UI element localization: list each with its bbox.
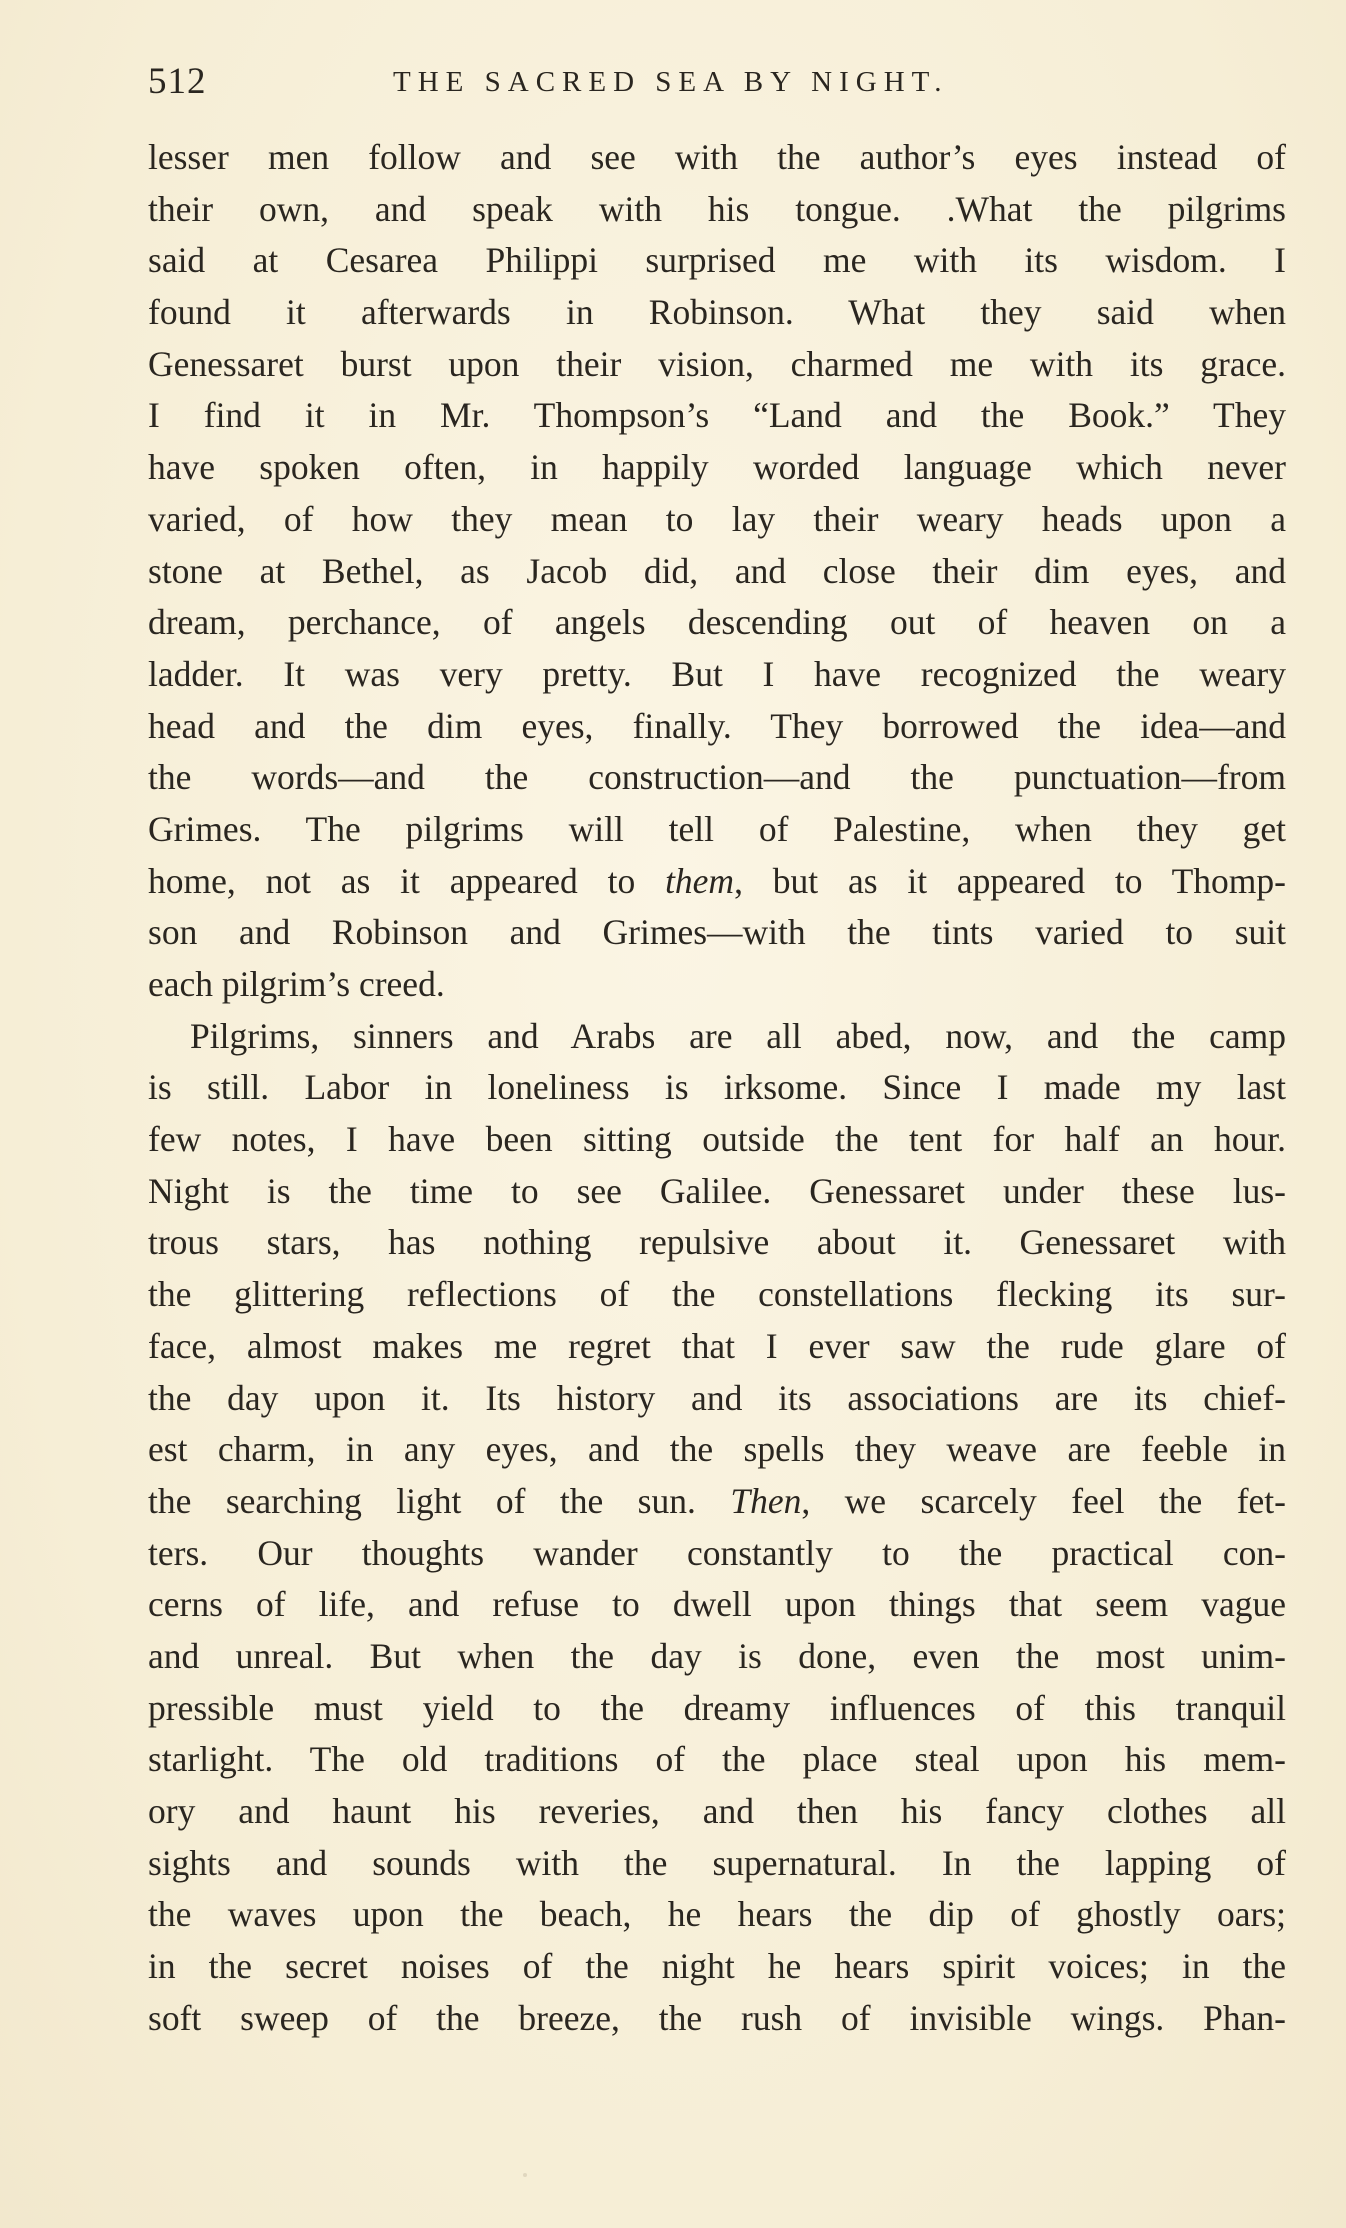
text-line — [148, 856, 1286, 908]
text-line — [148, 1166, 1286, 1218]
text-segment: ladder. It was very pretty. But I have recognized the weary — [148, 653, 1286, 694]
body-text — [148, 132, 1286, 2044]
text-line — [148, 132, 1286, 184]
text-line — [148, 546, 1286, 598]
text-line — [148, 1993, 1286, 2045]
text-segment: each pilgrim’s creed. — [148, 964, 445, 1004]
text-line — [148, 235, 1286, 287]
text-line — [148, 1579, 1286, 1631]
text-segment: head and the dim eyes, finally. They borrowed the idea—and — [148, 705, 1286, 746]
running-title: THE SACRED SEA BY NIGHT. — [393, 66, 949, 98]
text-line — [148, 959, 1286, 1011]
running-head — [148, 52, 1286, 112]
text-segment: dream, perchance, of angels descending out of heaven on a — [148, 602, 1286, 643]
text-line — [148, 390, 1286, 442]
paper-speck — [214, 1961, 217, 1964]
text-segment: the waves upon the beach, he hears the dip of ghostly oars; — [148, 1894, 1286, 1935]
italic-word: them — [665, 860, 735, 901]
text-line — [148, 287, 1286, 339]
text-segment: in the secret noises of the night he hears spirit voices; in the — [148, 1946, 1286, 1987]
text-segment: found it afterwards in Robinson. What they said when — [148, 292, 1286, 333]
text-line — [148, 1683, 1286, 1735]
text-segment: ters. Our thoughts wander constantly to the practical con- — [148, 1532, 1286, 1573]
text-line — [148, 1631, 1286, 1683]
text-segment: face, almost makes me regret that I ever saw the rude glare of — [148, 1325, 1286, 1366]
text-line — [148, 1062, 1286, 1114]
text-segment: is still. Labor in loneliness is irksome. Since I made my last — [148, 1067, 1286, 1108]
text-segment: stone at Bethel, as Jacob did, and close their dim eyes, and — [148, 550, 1286, 591]
text-segment: the searching light of the sun. — [148, 1480, 731, 1521]
text-segment: cerns of life, and refuse to dwell upon things that seem vague — [148, 1584, 1286, 1625]
text-segment: ory and haunt his reveries, and then his fancy clothes all — [148, 1791, 1286, 1831]
text-segment: and unreal. But when the day is done, even the most unim- — [148, 1635, 1286, 1676]
text-line — [148, 339, 1286, 391]
text-segment: son and Robinson and Grimes—with the tints varied to suit — [148, 912, 1286, 953]
text-line — [148, 752, 1286, 804]
text-segment: trous stars, has nothing repulsive about it. Genessaret with — [148, 1222, 1286, 1263]
text-segment: est charm, in any eyes, and the spells they weave are feeble in — [148, 1429, 1286, 1470]
text-segment: varied, of how they mean to lay their weary heads upon a — [148, 498, 1286, 539]
text-segment: Grimes. The pilgrims will tell of Palestine, when they get — [148, 808, 1286, 849]
text-line — [148, 597, 1286, 649]
text-segment: Night is the time to see Galilee. Genessaret under these lus- — [148, 1170, 1286, 1211]
text-segment: Pilgrims, sinners and Arabs are all abed, now, and the camp — [190, 1015, 1286, 1056]
text-line — [148, 1269, 1286, 1321]
text-line — [148, 649, 1286, 701]
text-line — [148, 1528, 1286, 1580]
text-segment: starlight. The old traditions of the place steal upon his mem- — [148, 1739, 1286, 1780]
italic-word: Then — [730, 1480, 802, 1521]
text-segment: said at Cesarea Philippi surprised me with its wisdom. I — [148, 240, 1286, 281]
text-line — [148, 1217, 1286, 1269]
text-segment: the words—and the construction—and the punctuation—from — [148, 757, 1286, 798]
text-line — [148, 1011, 1286, 1063]
text-line — [148, 1838, 1286, 1890]
text-line — [148, 804, 1286, 856]
text-segment: home, not as it appeared to — [148, 860, 666, 901]
text-line — [148, 1889, 1286, 1941]
text-line — [148, 1941, 1286, 1993]
text-segment: Genessaret burst upon their vision, charmed me with its grace. — [148, 343, 1286, 384]
text-segment: sights and sounds with the supernatural. In the lapping of — [148, 1842, 1286, 1883]
text-segment: have spoken often, in happily worded language which never — [148, 447, 1286, 488]
text-line — [148, 1114, 1286, 1166]
text-segment: soft sweep of the breeze, the rush of invisible wings. Phan- — [148, 1997, 1286, 2038]
text-line — [148, 494, 1286, 546]
text-line — [148, 1321, 1286, 1373]
text-line — [148, 1373, 1286, 1425]
text-segment: , but as it appeared to Thomp- — [734, 860, 1286, 901]
text-segment: few notes, I have been sitting outside the tent for half an hour. — [148, 1119, 1286, 1160]
text-line — [148, 1734, 1286, 1786]
page-number: 512 — [148, 61, 207, 102]
text-line — [148, 907, 1286, 959]
text-segment: pressible must yield to the dreamy influences of this tranquil — [148, 1687, 1286, 1728]
text-segment: the day upon it. Its history and its associations are its chief- — [148, 1377, 1286, 1418]
text-segment: lesser men follow and see with the author’s eyes instead of — [148, 137, 1286, 177]
text-line — [148, 1786, 1286, 1838]
text-line — [148, 184, 1286, 236]
text-segment: , we scarcely feel the fet- — [801, 1480, 1286, 1521]
text-segment: the glittering reflections of the constellations flecking its sur- — [148, 1274, 1286, 1315]
text-segment: their own, and speak with his tongue. .What the pilgrims — [148, 188, 1286, 229]
text-line — [148, 442, 1286, 494]
text-line — [148, 1424, 1286, 1476]
paper-speck — [523, 2173, 527, 2177]
text-line — [148, 1476, 1286, 1528]
text-line — [148, 701, 1286, 753]
text-segment: I find it in Mr. Thompson’s “Land and the Book.” They — [148, 395, 1286, 436]
